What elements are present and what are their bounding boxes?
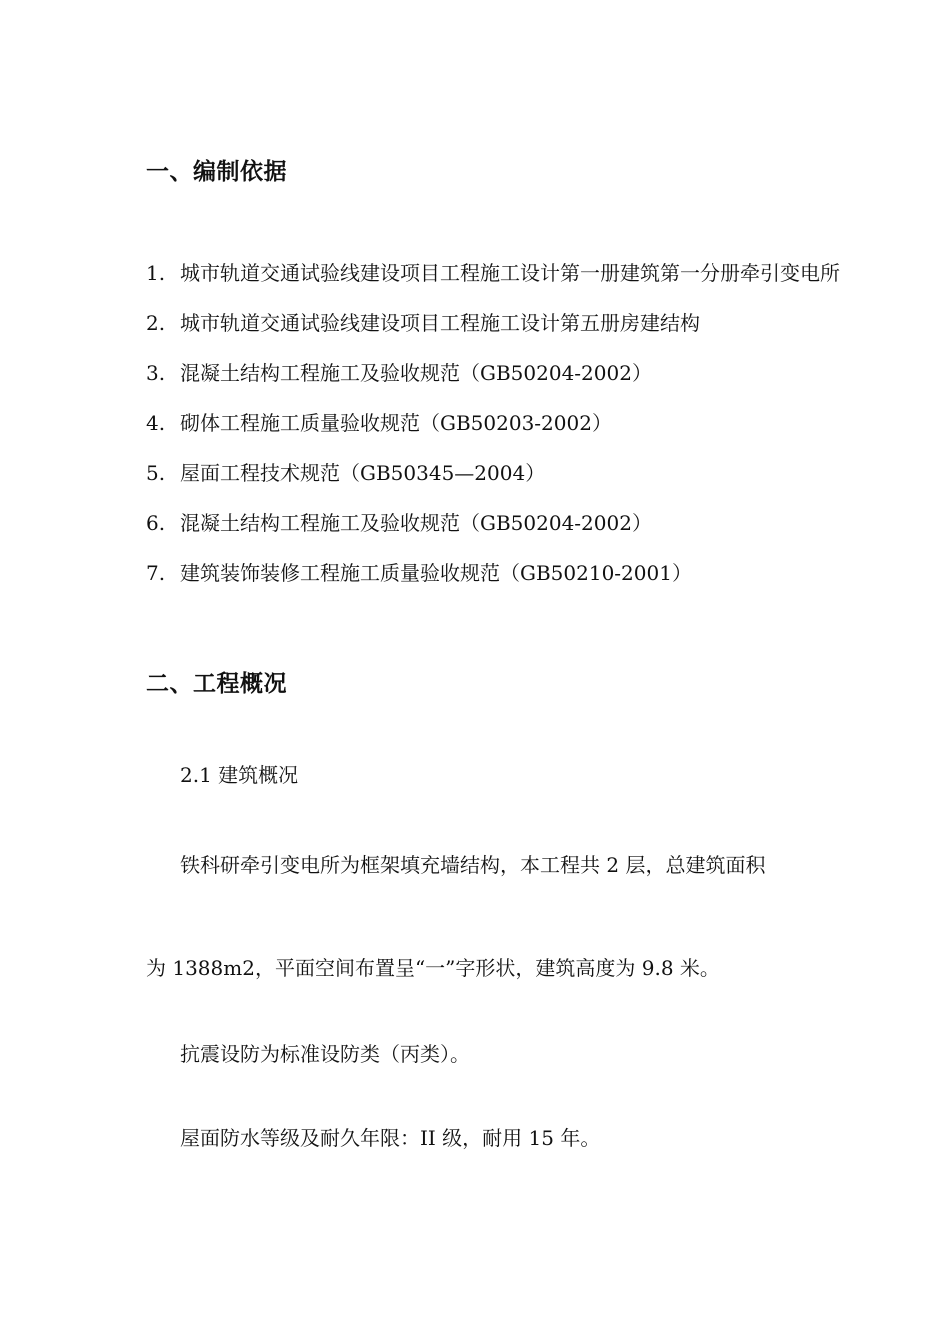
list-item [146,348,846,398]
list-item [146,398,846,448]
list-item-text: 城市轨道交通试验线建设项目工程施工设计第一册建筑第一分册牵引变电所 [180,261,840,285]
overview-paragraph-line-2: 为 1388m2，平面空间布置呈“一”字形状，建筑高度为 9.8 米。 [146,956,720,980]
list-item-text: 屋面工程技术规范（GB50345—2004） [180,461,546,485]
list-item-text: 城市轨道交通试验线建设项目工程施工设计第五册房建结构 [180,311,700,335]
list-item-number: 2. [146,311,166,335]
overview-paragraph-line-1: 铁科研牵引变电所为框架填充墙结构，本工程共 2 层，总建筑面积 [180,853,766,877]
list-item-number: 7. [146,561,166,585]
list-item-text: 混凝土结构工程施工及验收规范（GB50204-2002） [180,361,652,385]
list-item [146,498,846,548]
seismic-paragraph: 抗震设防为标准设防类（丙类）。 [180,1042,470,1066]
list-item [146,298,846,348]
list-item [146,548,846,598]
list-item-number: 5. [146,461,166,485]
list-item [146,448,846,498]
roof-waterproof-paragraph: 屋面防水等级及耐久年限：II 级，耐用 15 年。 [180,1126,601,1150]
list-item-text: 混凝土结构工程施工及验收规范（GB50204-2002） [180,511,652,535]
subheading-architecture-overview: 2.1 建筑概况 [180,763,299,787]
basis-list [146,248,846,598]
list-item-number: 3. [146,361,166,385]
list-item-text: 砌体工程施工质量验收规范（GB50203-2002） [180,411,612,435]
list-item-text: 建筑装饰装修工程施工质量验收规范（GB50210-2001） [180,561,692,585]
section-heading-basis: 一、编制依据 [146,159,287,185]
list-item-number: 6. [146,511,166,535]
list-item-number: 4. [146,411,166,435]
list-item [146,248,846,298]
section-heading-overview: 二、工程概况 [146,671,287,697]
list-item-number: 1. [146,261,166,285]
